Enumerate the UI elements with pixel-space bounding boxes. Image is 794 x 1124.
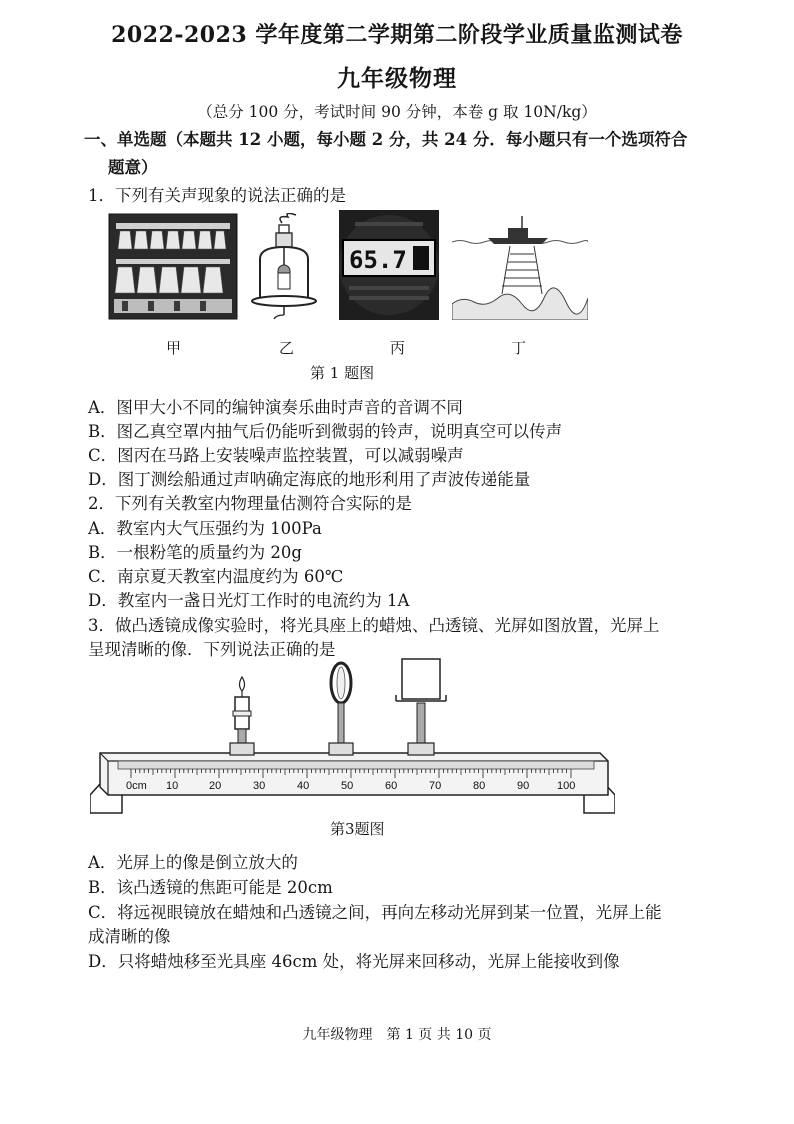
fig-label-yi: 乙 (279, 339, 295, 357)
ruler-label: 100 (557, 780, 576, 792)
q3-caption: 第3题图 (330, 820, 385, 838)
q3-option-d: D．只将蜡烛移至光具座 46cm 处，将光屏来回移动，光屏上能接收到像 (88, 952, 620, 971)
exam-subject: 九年级物理 (337, 65, 457, 92)
q1-figure-belljar (246, 213, 326, 320)
fig-label-ding: 丁 (511, 339, 527, 357)
q2-option-b: B．一根粉笔的质量约为 20g (88, 543, 302, 562)
fig-label-jia: 甲 (166, 339, 182, 357)
q1-option-a: A．图甲大小不同的编钟演奏乐曲时声音的音调不同 (88, 398, 463, 417)
exam-title: 2022-2023 学年度第二学期第二阶段学业质量监测试卷 (111, 22, 683, 48)
ruler-label: 80 (473, 780, 486, 792)
ruler-label: 0cm (126, 780, 147, 792)
q3-stem-line1: 3．做凸透镜成像实验时，将光具座上的蜡烛、凸透镜、光屏如图放置，光屏上 (88, 616, 660, 635)
ruler-label: 30 (253, 780, 266, 792)
noise-meter-reading: 65.7 (349, 246, 407, 274)
q1-option-c: C．图丙在马路上安装噪声监控装置，可以减弱噪声 (88, 446, 464, 465)
ruler-label: 50 (341, 780, 354, 792)
q1-figure-bells (108, 213, 238, 320)
page-footer: 九年级物理 第 1 页 共 10 页 (302, 1027, 492, 1043)
q3-option-c-line2: 成清晰的像 (88, 927, 171, 946)
fig-label-bing: 丙 (390, 339, 406, 357)
ruler-label: 70 (429, 780, 442, 792)
q3-figure-optical-bench (90, 655, 615, 815)
ruler-label: 90 (517, 780, 530, 792)
q2-stem: 2．下列有关教室内物理量估测符合实际的是 (88, 494, 412, 513)
ruler-label: 10 (166, 780, 179, 792)
q2-option-d: D．教室内一盏日光灯工作时的电流约为 1A (88, 591, 410, 610)
section-heading-line2: 题意） (108, 158, 158, 177)
q3-option-b: B．该凸透镜的焦距可能是 20cm (88, 878, 333, 897)
q3-option-c-line1: C．将远视眼镜放在蜡烛和凸透镜之间，再向左移动光屏到某一位置，光屏上能 (88, 903, 662, 922)
exam-note: （总分 100 分，考试时间 90 分钟，本卷 g 取 10N/kg） (197, 103, 597, 121)
section-heading-line1: 一、单选题（本题共 12 小题，每小题 2 分，共 24 分．每小题只有一个选项符合 (84, 130, 688, 149)
ruler-label: 20 (209, 780, 222, 792)
q1-stem: 1．下列有关声现象的说法正确的是 (88, 186, 346, 205)
q3-option-a: A．光屏上的像是倒立放大的 (88, 853, 298, 872)
ruler-label: 40 (297, 780, 310, 792)
q3-stem-line2: 呈现清晰的像．下列说法正确的是 (88, 640, 336, 659)
convex-lens (329, 663, 353, 755)
light-screen (396, 659, 446, 755)
q1-figure-survey-ship (452, 212, 588, 320)
q1-option-b: B．图乙真空罩内抽气后仍能听到微弱的铃声，说明真空可以传声 (88, 422, 563, 441)
candle (230, 677, 254, 755)
q1-option-d: D．图丁测绘船通过声呐确定海底的地形利用了声波传递能量 (88, 470, 531, 489)
q2-option-c: C．南京夏天教室内温度约为 60℃ (88, 567, 344, 586)
q1-figure-noise-meter (339, 210, 439, 320)
q1-caption: 第 1 题图 (310, 364, 375, 382)
q2-option-a: A．教室内大气压强约为 100Pa (88, 519, 322, 538)
ruler-label: 60 (385, 780, 398, 792)
